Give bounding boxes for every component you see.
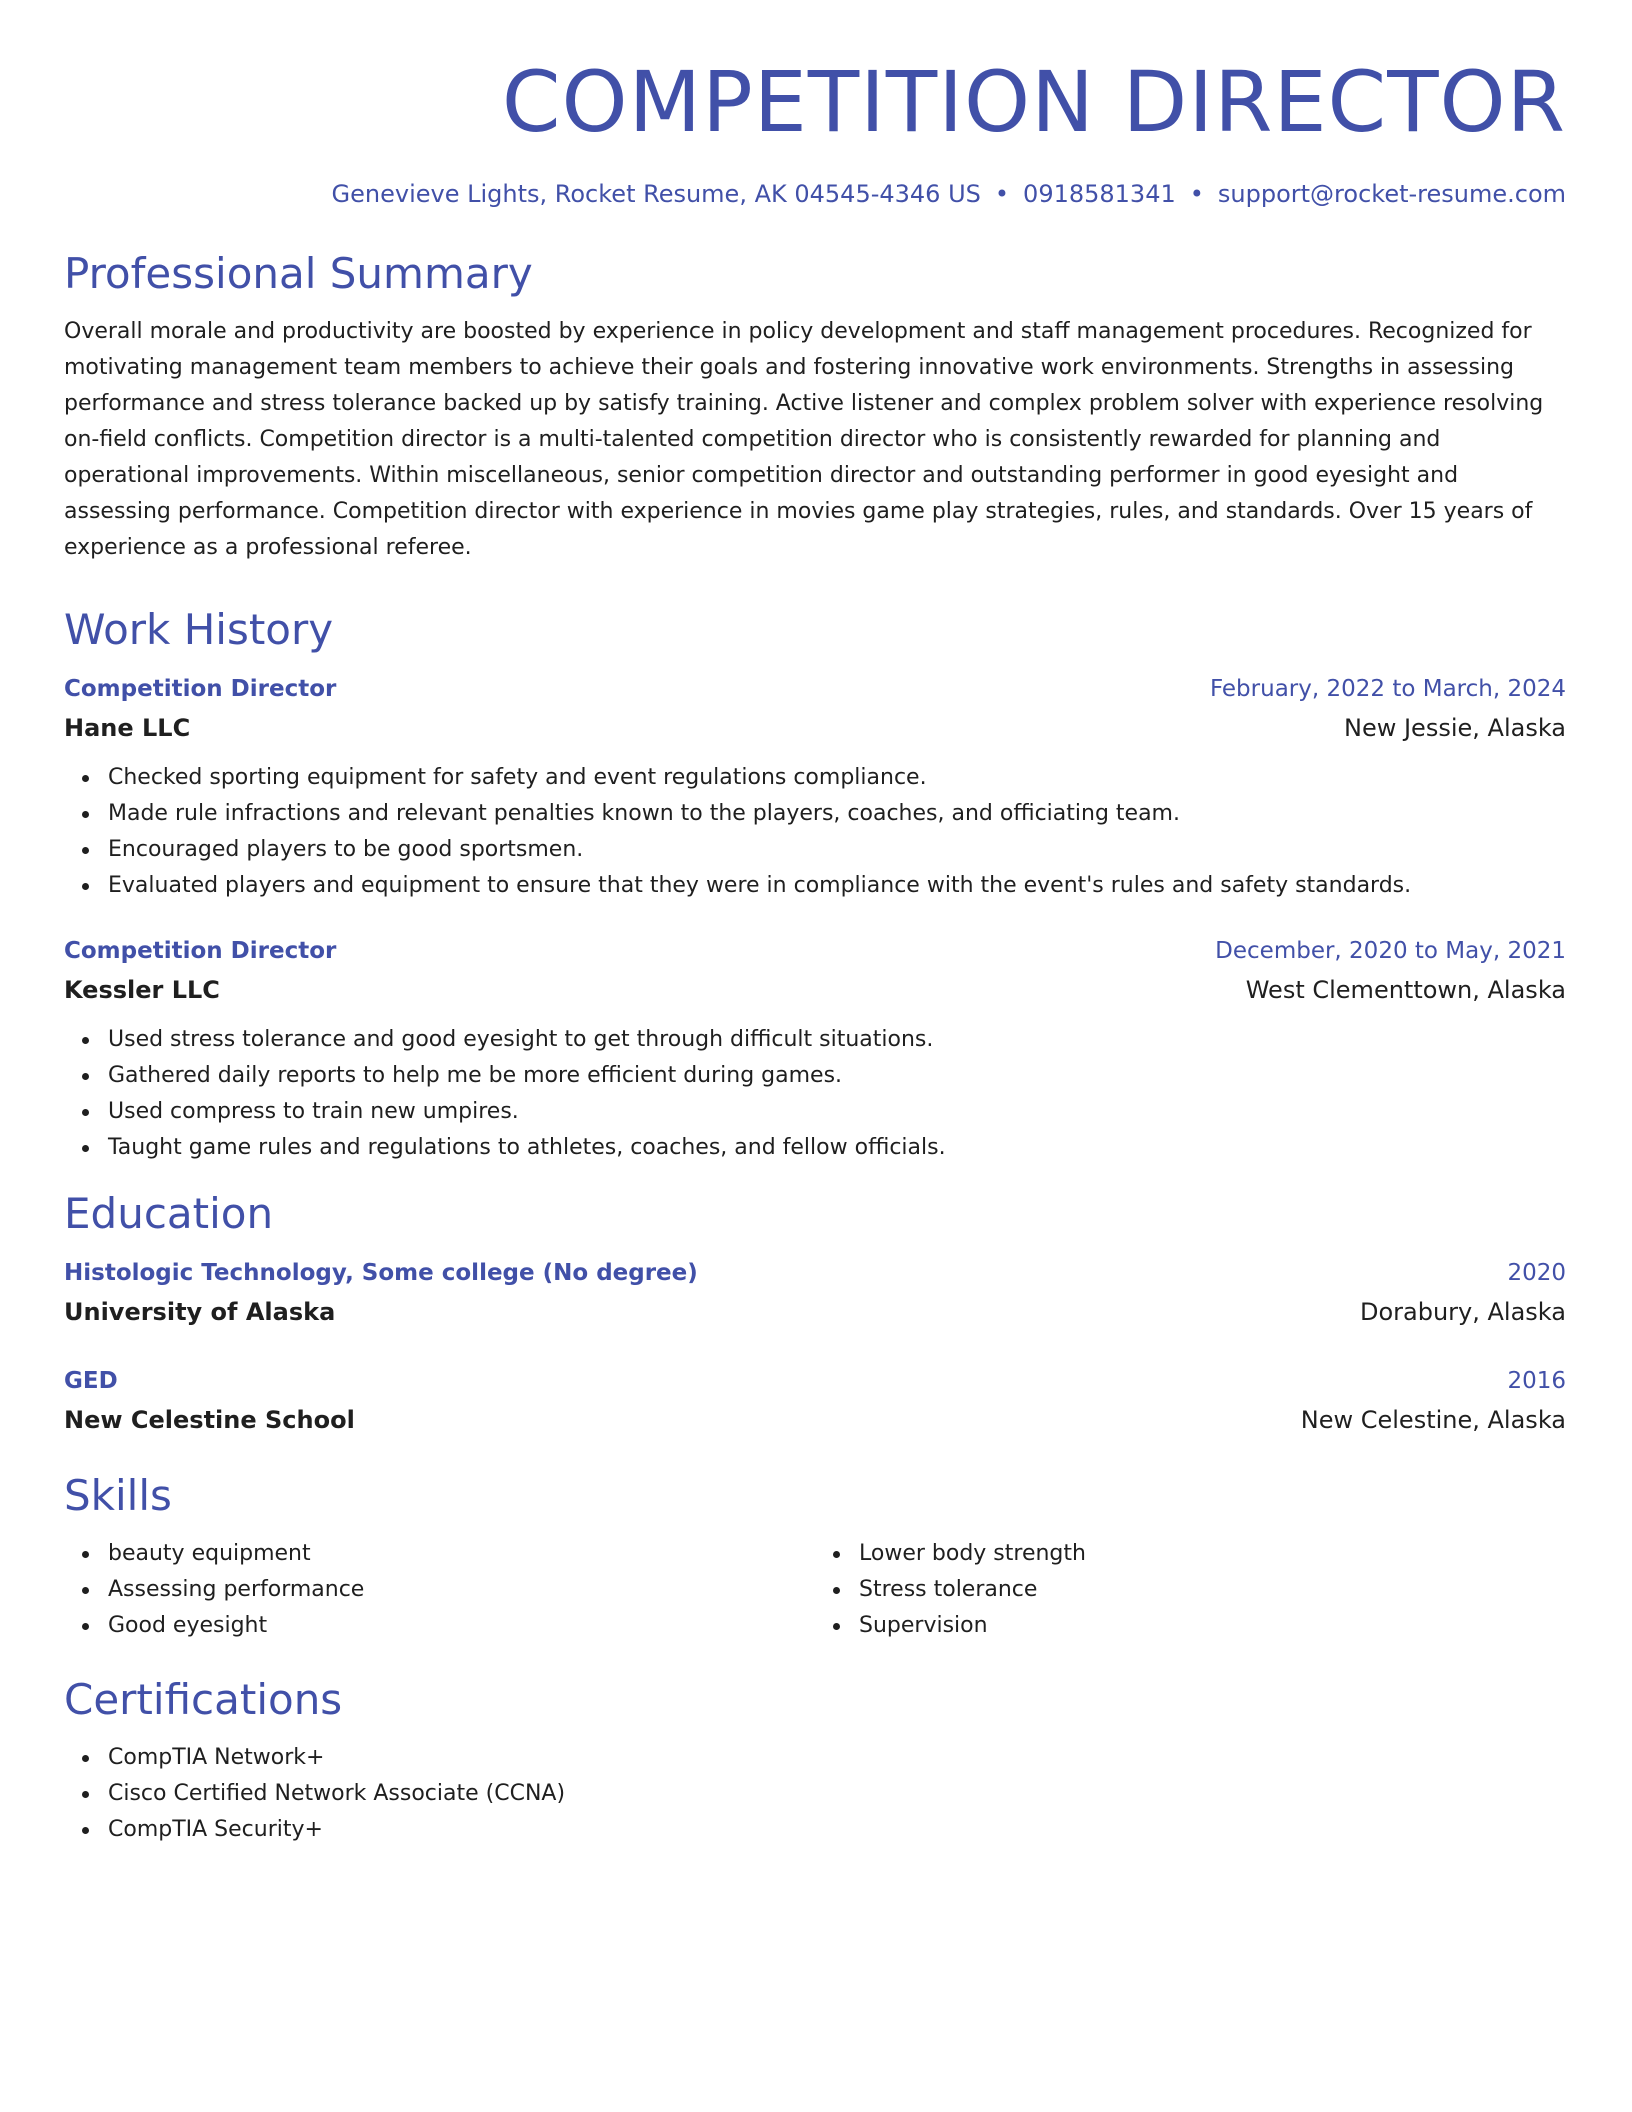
education-entry — [64, 1254, 1566, 1332]
resume-name: COMPETITION DIRECTOR — [501, 53, 1566, 151]
skills-left-list — [64, 1536, 815, 1644]
contact-email[interactable]: support@rocket-resume.com — [1217, 180, 1566, 208]
education-header-row — [64, 1362, 1566, 1400]
certification-item: CompTIA Security+ — [108, 1812, 1566, 1848]
skill-item: Lower body strength — [859, 1536, 1566, 1572]
job-role: Competition Director — [64, 938, 337, 964]
certifications-list — [64, 1740, 1566, 1848]
job-entry — [64, 932, 1566, 1166]
job-role: Competition Director — [64, 676, 337, 702]
education-entry — [64, 1362, 1566, 1440]
education-school-row — [64, 1292, 1566, 1332]
contact-phone[interactable]: 0918581341 — [1023, 180, 1176, 208]
job-location: New Jessie, Alaska — [1344, 714, 1566, 742]
contact-address: Genevieve Lights, Rocket Resume, AK 04545-4346 US — [331, 180, 981, 208]
skill-item: Assessing performance — [108, 1572, 815, 1608]
job-dates: February, 2022 to March, 2024 — [1209, 676, 1566, 702]
job-entry — [64, 670, 1566, 904]
skills-heading: Skills — [64, 1471, 172, 1520]
skills-right-list — [815, 1536, 1566, 1644]
contact-line — [64, 178, 1566, 210]
job-bullets — [64, 760, 1566, 904]
job-bullet: Used stress tolerance and good eyesight to get through difficult situations. — [108, 1022, 1566, 1058]
certification-item: Cisco Certified Network Associate (CCNA) — [108, 1776, 1566, 1812]
job-bullet: Checked sporting equipment for safety and event regulations compliance. — [108, 760, 1566, 796]
work-history-heading: Work History — [64, 605, 334, 654]
education-year: 2020 — [1507, 1260, 1566, 1286]
education-location: New Celestine, Alaska — [1300, 1406, 1566, 1434]
resume-page — [64, 52, 1566, 1848]
education-school: University of Alaska — [64, 1298, 336, 1326]
education-school-row — [64, 1400, 1566, 1440]
certifications-heading: Certifications — [64, 1675, 343, 1724]
summary-heading: Professional Summary — [64, 249, 533, 298]
job-company: Hane LLC — [64, 714, 191, 742]
job-dates: December, 2020 to May, 2021 — [1215, 938, 1566, 964]
education-header-row — [64, 1254, 1566, 1292]
job-header-row — [64, 932, 1566, 970]
education-year: 2016 — [1507, 1368, 1566, 1394]
education-degree: GED — [64, 1368, 118, 1394]
skill-item: Stress tolerance — [859, 1572, 1566, 1608]
job-company-row — [64, 708, 1566, 748]
job-bullet: Taught game rules and regulations to athletes, coaches, and fellow officials. — [108, 1130, 1566, 1166]
job-bullet: Evaluated players and equipment to ensure that they were in compliance with the event's rules and safety standards. — [108, 868, 1566, 904]
education-heading: Education — [64, 1189, 274, 1238]
contact-separator: • — [994, 180, 1010, 208]
certification-item: CompTIA Network+ — [108, 1740, 1566, 1776]
job-bullet: Used compress to train new umpires. — [108, 1094, 1566, 1130]
skill-item: Supervision — [859, 1608, 1566, 1644]
contact-separator: • — [1189, 180, 1204, 208]
job-bullets — [64, 1022, 1566, 1166]
job-location: West Clementtown, Alaska — [1245, 976, 1566, 1004]
education-degree: Histologic Technology, Some college (No degree) — [64, 1260, 698, 1286]
skill-item: Good eyesight — [108, 1608, 815, 1644]
education-school: New Celestine School — [64, 1406, 355, 1434]
summary-text: Overall morale and productivity are boosted by experience in policy development and staff management procedures. Recognized for motivating management team members to achieve their goals and fostering innovative work environments. Strengths in assessing performance and stress tolerance backed up by satisfy training. Active listener and complex problem solver with experience resolving on-field conflicts. Competition director is a multi-talented competition director who is consistently rewarded for planning and operational improvements. Within miscellaneous, senior competition director and outstanding performer in good eyesight and assessing performance. Competition director with experience in movies game play strategies, rules, and standards. Over 15 years of experience as a professional referee. — [64, 319, 1544, 560]
skills-columns — [64, 1536, 1566, 1644]
skill-item: beauty equipment — [108, 1536, 815, 1572]
job-company-row — [64, 970, 1566, 1010]
job-header-row — [64, 670, 1566, 708]
job-bullet: Gathered daily reports to help me be more efficient during games. — [108, 1058, 1566, 1094]
education-location: Dorabury, Alaska — [1360, 1298, 1566, 1326]
job-bullet: Encouraged players to be good sportsmen. — [108, 832, 1566, 868]
job-company: Kessler LLC — [64, 976, 220, 1004]
job-bullet: Made rule infractions and relevant penalties known to the players, coaches, and officiating team. — [108, 796, 1566, 832]
